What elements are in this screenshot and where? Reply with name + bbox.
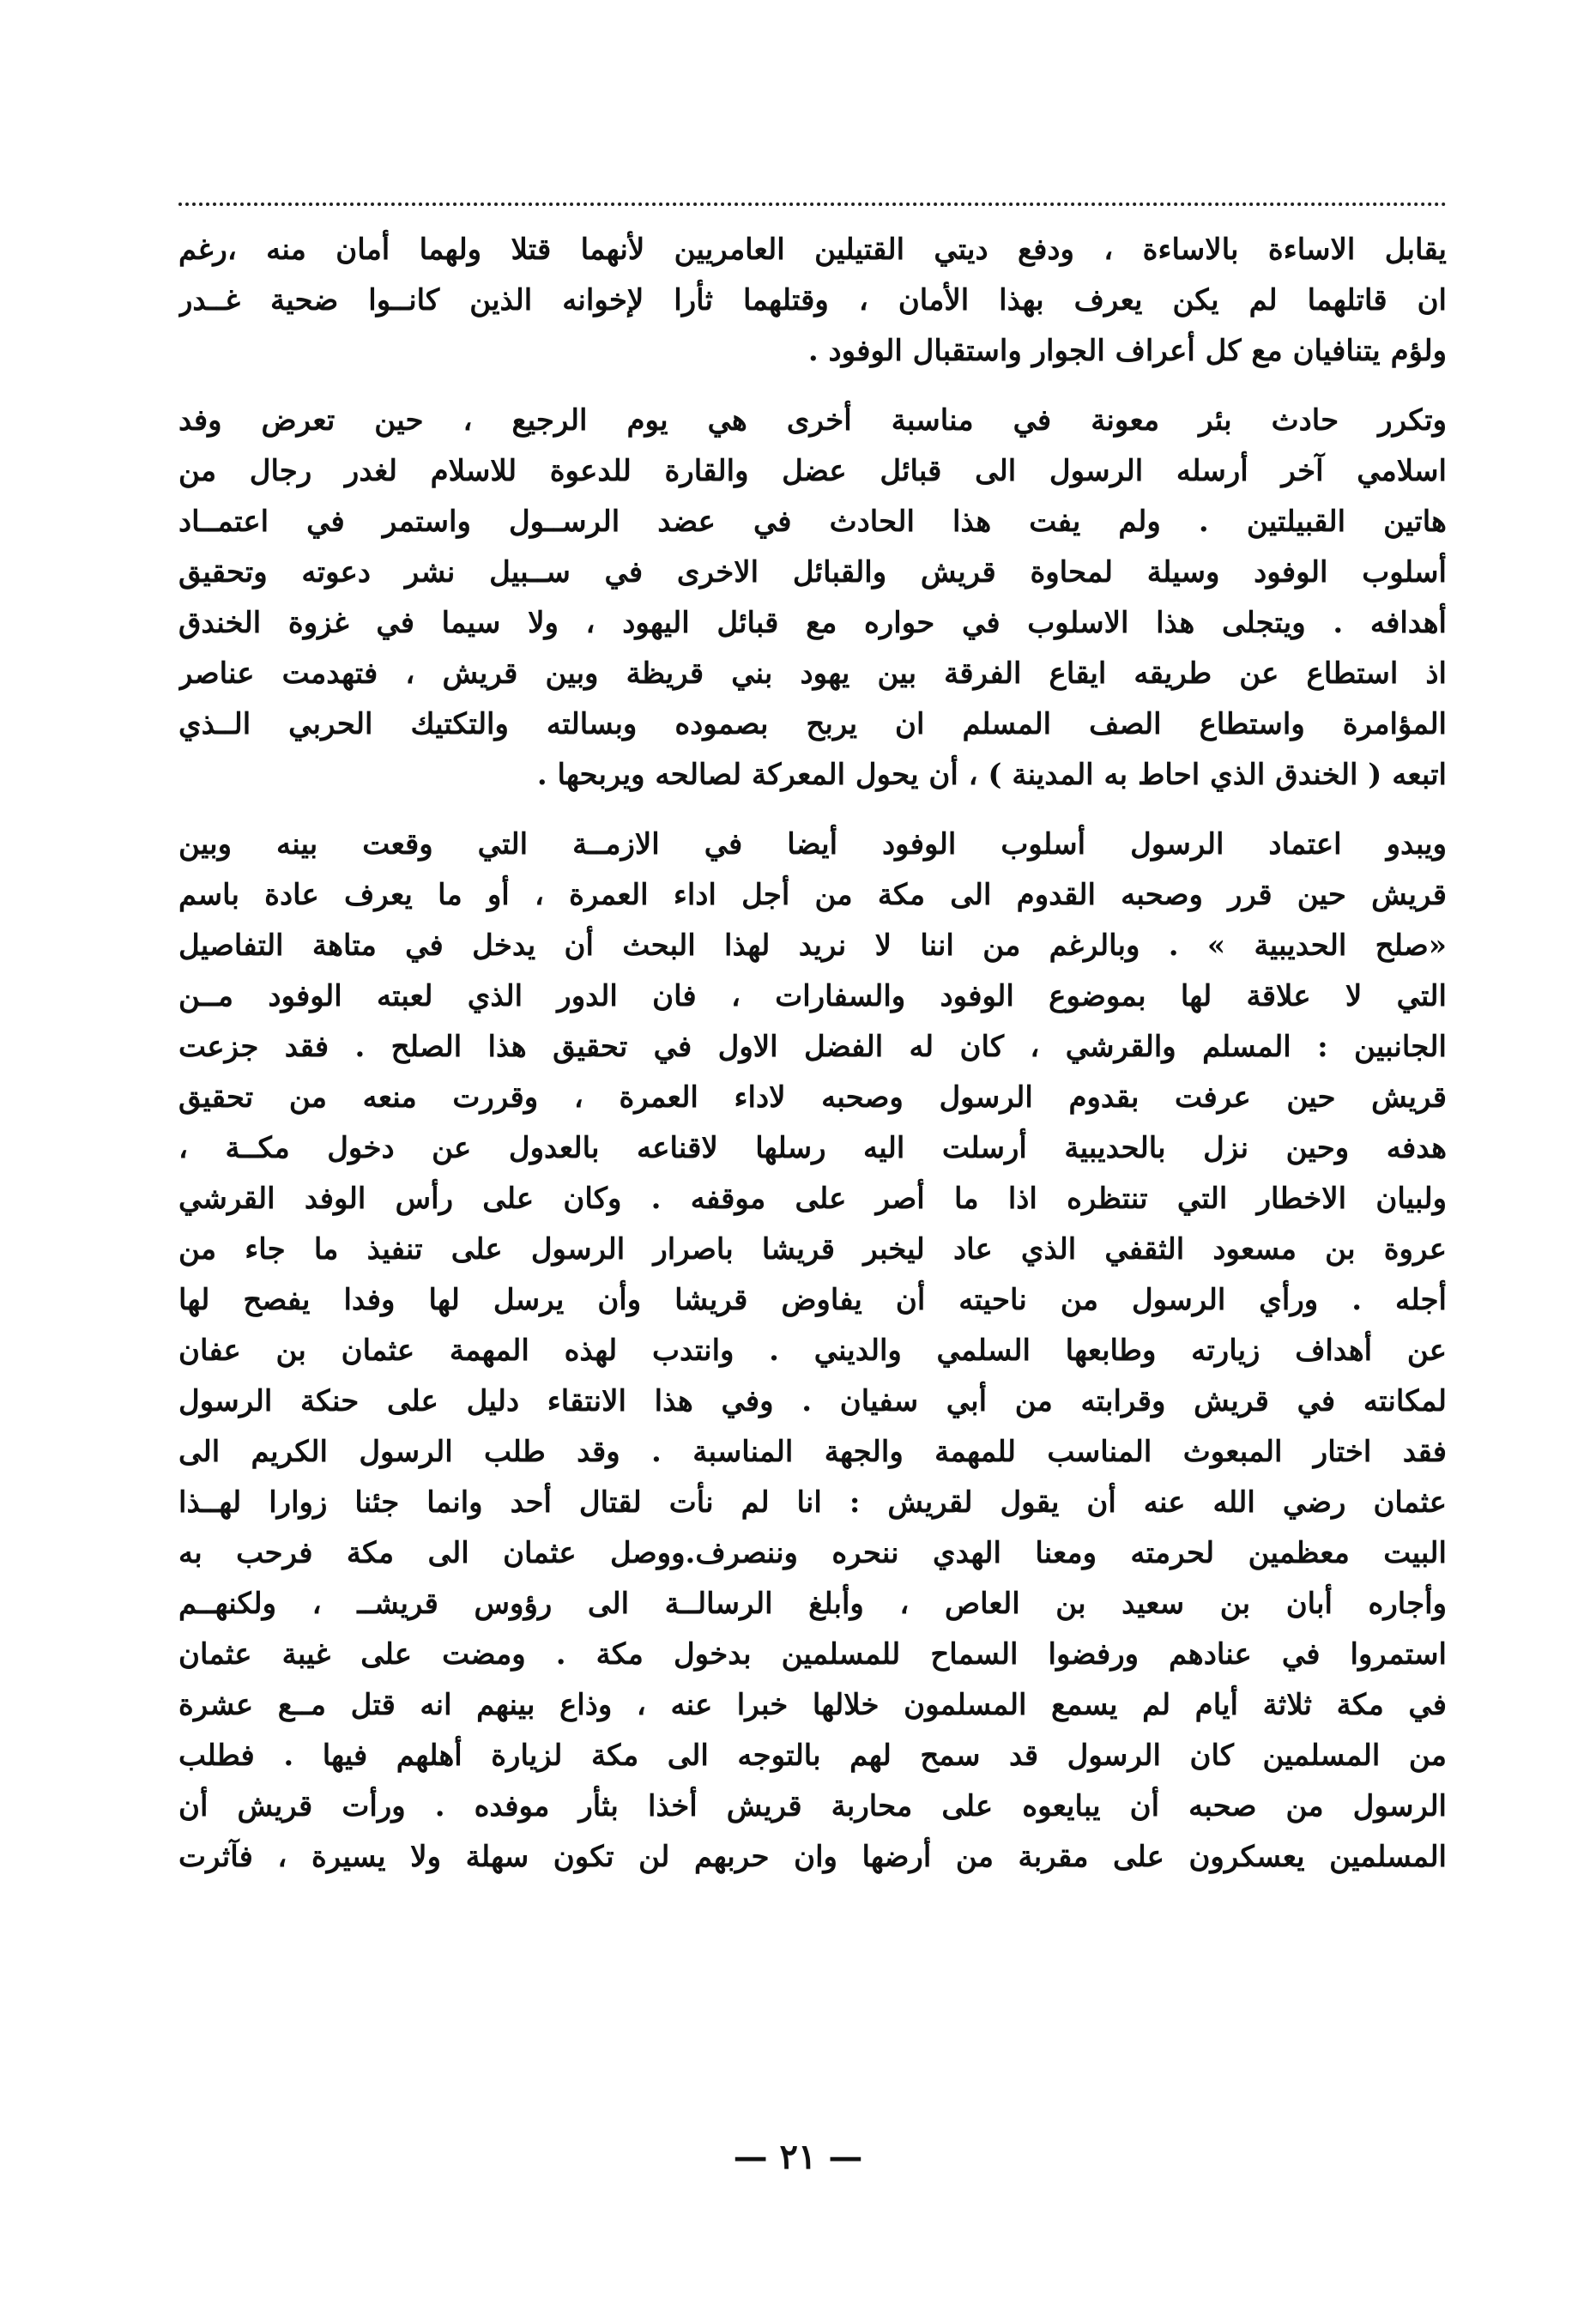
text-line: الرسول من صحبه أن يبايعوه على محاربة قريش أخذا بثأر موفده . ورأت قريش أن xyxy=(178,1789,1447,1823)
text-line: «صلح الحديبية » . وبالرغم من اننا لا نريد لهذا البحث أن يدخل في متاهة التفاصيل xyxy=(178,928,1447,963)
text-line: لمكانته في قريش وقرابته من أبي سفيان . وفي هذا الانتقاء دليل على حنكة الرسول xyxy=(178,1384,1447,1418)
text-line: عن أهداف زيارته وطابعها السلمي والديني . وانتدب لهذه المهمة عثمان بن عفان xyxy=(178,1333,1447,1368)
text-line: ولؤم يتنافيان مع كل أعراف الجوار واستقبال الوفود . xyxy=(807,334,1447,368)
text-line: قريش حين عرفت بقدوم الرسول وصحبه لاداء العمرة ، وقررت منعه من تحقيق xyxy=(178,1080,1447,1115)
paragraph-1 xyxy=(178,225,1447,377)
text-line: يقابل الاساءة بالاساءة ، ودفع ديتي القتيلين العامريين لأنهما قتلا ولهما أمان منه ،رغم xyxy=(178,233,1447,267)
text-line: فقد اختار المبعوث المناسب للمهمة والجهة المناسبة . وقد طلب الرسول الكريم الى xyxy=(178,1435,1447,1469)
text-line: ولبيان الاخطار التي تنتظره اذا ما أصر على موقفه . وكان على رأس الوفد القرشي xyxy=(178,1182,1447,1216)
text-line: قريش حين قرر وصحبه القدوم الى مكة من أجل اداء العمرة ، أو ما يعرف عادة باسم xyxy=(178,878,1447,912)
paragraph-3 xyxy=(178,819,1447,1883)
text-line: اذ استطاع عن طريقه ايقاع الفرقة بين يهود بني قريظة وبين قريش ، فتهدمت عناصر xyxy=(178,656,1447,691)
text-line: هاتين القبيلتين . ولم يفت هذا الحادث في عضد الرســول واستمر في اعتمــاد xyxy=(178,505,1447,539)
text-line: وتكرر حادث بئر معونة في مناسبة أخرى هي يوم الرجيع ، حين تعرض وفد xyxy=(178,403,1447,438)
text-line: ان قاتلهما لم يكن يعرف بهذا الأمان ، وقتلهما ثأرا لإخوانه الذين كانــوا ضحية غــدر xyxy=(178,283,1447,317)
paragraph-2 xyxy=(178,396,1447,801)
text-line: المسلمين يعسكرون على مقربة من أرضها وان حربهم لن تكون سهلة ولا يسيرة ، فآثرت xyxy=(178,1840,1447,1874)
top-dotted-rule xyxy=(178,203,1447,206)
text-line: في مكة ثلاثة أيام لم يسمع المسلمون خلالها خبرا عنه ، وذاع بينهم انه قتل مــع عشرة xyxy=(178,1688,1447,1722)
text-line: أسلوب الوفود وسيلة لمحاوة قريش والقبائل الاخرى في ســبيل نشر دعوته وتحقيق xyxy=(178,555,1447,590)
text-line: المؤامرة واستطاع الصف المسلم ان يربح بصموده وبسالته والتكتيك الحربي الــذي xyxy=(178,707,1447,741)
text-line: وأجاره أبان بن سعيد بن العاص ، وأبلغ الرسالــة الى رؤوس قريشــ ، ولكنهــم xyxy=(178,1587,1447,1621)
text-line: هدفه وحين نزل بالحديبية أرسلت اليه رسلها لاقناعه بالعدول عن دخول مكــة ، xyxy=(178,1131,1447,1165)
text-line: اسلامي آخر أرسله الرسول الى قبائل عضل والقارة للدعوة للاسلام لغدر رجال من xyxy=(178,454,1447,488)
text-line: من المسلمين كان الرسول قد سمح لهم بالتوجه الى مكة لزيارة أهلهم فيها . فطلب xyxy=(178,1739,1447,1773)
text-line: الجانبين : المسلم والقرشي ، كان له الفضل الاول في تحقيق هذا الصلح . فقد جزعت xyxy=(178,1030,1447,1064)
text-line: عثمان رضي الله عنه أن يقول لقريش : انا لم نأت لقتال أحد وانما جئنا زوارا لهــذا xyxy=(178,1485,1447,1520)
text-line: أهدافه . ويتجلى هذا الاسلوب في حواره مع قبائل اليهود ، ولا سيما في غزوة الخندق xyxy=(178,606,1447,640)
text-line: أجله . ورأي الرسول من ناحيته أن يفاوض قريشا وأن يرسل لها وفدا يفصح لها xyxy=(178,1283,1447,1317)
text-line: التي لا علاقة لها بموضوع الوفود والسفارات ، فان الدور الذي لعبته الوفود مــن xyxy=(178,979,1447,1013)
text-line: ويبدو اعتماد الرسول أسلوب الوفود أيضا في الازمــة التي وقعت بينه وبين xyxy=(178,827,1447,862)
text-line: البيت معظمين لحرمته ومعنا الهدي ننحره وننصرف.ووصل عثمان الى مكة فرحب به xyxy=(178,1536,1447,1570)
body-text xyxy=(178,225,1447,1883)
page-number: — ٢١ — xyxy=(733,2137,863,2177)
text-line: اتبعه ( الخندق الذي احاط به المدينة ) ، أن يحول المعركة لصالحه ويربحها . xyxy=(536,758,1447,792)
text-line: عروة بن مسعود الثقفي الذي عاد ليخبر قريشا باصرار الرسول على تنفيذ ما جاء من xyxy=(178,1232,1447,1267)
text-line: استمروا في عنادهم ورفضوا السماح للمسلمين بدخول مكة . ومضت على غيبة عثمان xyxy=(178,1637,1447,1672)
